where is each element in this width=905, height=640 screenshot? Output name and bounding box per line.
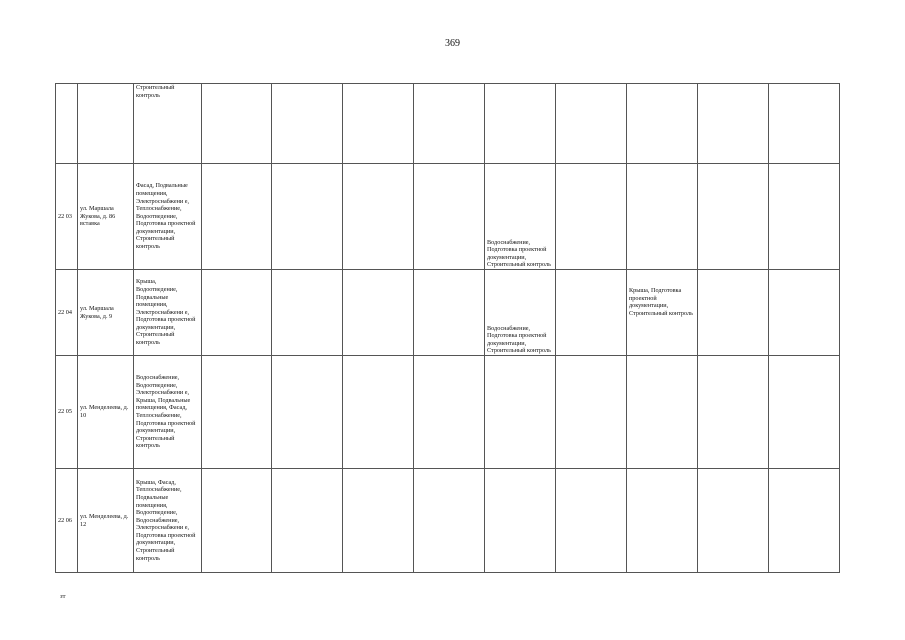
empty-cell xyxy=(343,84,414,164)
empty-cell xyxy=(272,84,343,164)
empty-cell xyxy=(202,84,272,164)
works-2025-cell xyxy=(627,84,698,164)
address-cell: ул. Маршала Жукова, д. 9 xyxy=(78,270,134,356)
empty-cell xyxy=(698,270,769,356)
works-2023-cell: Водоснабжение, Подготовка проектной документации, Строительный контроль xyxy=(485,270,556,356)
empty-cell xyxy=(202,164,272,270)
empty-cell xyxy=(556,356,627,469)
empty-cell xyxy=(556,469,627,573)
empty-cell xyxy=(698,469,769,573)
footer-mark: зт xyxy=(60,593,66,600)
empty-cell xyxy=(769,84,840,164)
empty-cell xyxy=(202,270,272,356)
works-2025-cell xyxy=(627,164,698,270)
empty-cell xyxy=(769,270,840,356)
works-2025-cell: Крыша, Подготовка проектной документации, Строительный контроль xyxy=(627,270,698,356)
works-2025-cell xyxy=(627,356,698,469)
table-row xyxy=(56,270,840,356)
empty-cell xyxy=(202,356,272,469)
works-cell: Крыша, Водоотведение, Подвальные помещения, Электроснабжени е, Подготовка проектной документации, Строительный контроль xyxy=(134,270,202,356)
works-cell: Водоснабжение, Водоотведение, Электроснабжени е, Крыша, Подвальные помещения, Фасад, Теплоснабжение, Подготовка проектной документации, Строительный контроль xyxy=(134,356,202,469)
empty-cell xyxy=(414,270,485,356)
address-cell: ул. Менделеева, д. 10 xyxy=(78,356,134,469)
works-cell: Строительный контроль xyxy=(134,84,202,164)
works-2023-cell: Водоснабжение, Подготовка проектной документации, Строительный контроль xyxy=(485,164,556,270)
table-row xyxy=(56,469,840,573)
row-number-cell: 22 05 xyxy=(56,356,78,469)
empty-cell xyxy=(698,84,769,164)
empty-cell xyxy=(414,469,485,573)
page-number: 369 xyxy=(445,38,460,49)
works-schedule-table xyxy=(55,83,840,573)
empty-cell xyxy=(343,164,414,270)
empty-cell xyxy=(343,469,414,573)
works-2023-cell xyxy=(485,356,556,469)
empty-cell xyxy=(202,469,272,573)
empty-cell xyxy=(414,164,485,270)
empty-cell xyxy=(272,270,343,356)
empty-cell xyxy=(769,469,840,573)
empty-cell xyxy=(556,84,627,164)
empty-cell xyxy=(414,84,485,164)
address-cell xyxy=(78,84,134,164)
table-row xyxy=(56,84,840,164)
table-row xyxy=(56,356,840,469)
empty-cell xyxy=(769,356,840,469)
works-cell: Крыша, Фасад, Теплоснабжение, Подвальные помещения, Водоотведение, Водоснабжение, Электроснабжени е, Подготовка проектной документации, Строительный контроль xyxy=(134,469,202,573)
empty-cell xyxy=(698,164,769,270)
empty-cell xyxy=(343,270,414,356)
empty-cell xyxy=(272,164,343,270)
row-number-cell: 22 06 xyxy=(56,469,78,573)
row-number-cell: 22 04 xyxy=(56,270,78,356)
empty-cell xyxy=(343,356,414,469)
empty-cell xyxy=(698,356,769,469)
works-2025-cell xyxy=(627,469,698,573)
address-cell: ул. Маршала Жукова, д. 86 вставка xyxy=(78,164,134,270)
works-2023-cell xyxy=(485,84,556,164)
row-number-cell: 22 03 xyxy=(56,164,78,270)
empty-cell xyxy=(272,469,343,573)
works-2023-cell xyxy=(485,469,556,573)
row-number-cell xyxy=(56,84,78,164)
empty-cell xyxy=(556,164,627,270)
empty-cell xyxy=(414,356,485,469)
empty-cell xyxy=(769,164,840,270)
works-cell: Фасад, Подвальные помещения, Электроснабжени е, Теплоснабжение, Водоотведение, Подготовка проектной документации, Строительный контроль xyxy=(134,164,202,270)
empty-cell xyxy=(556,270,627,356)
address-cell: ул. Менделеева, д. 12 xyxy=(78,469,134,573)
table-row xyxy=(56,164,840,270)
empty-cell xyxy=(272,356,343,469)
